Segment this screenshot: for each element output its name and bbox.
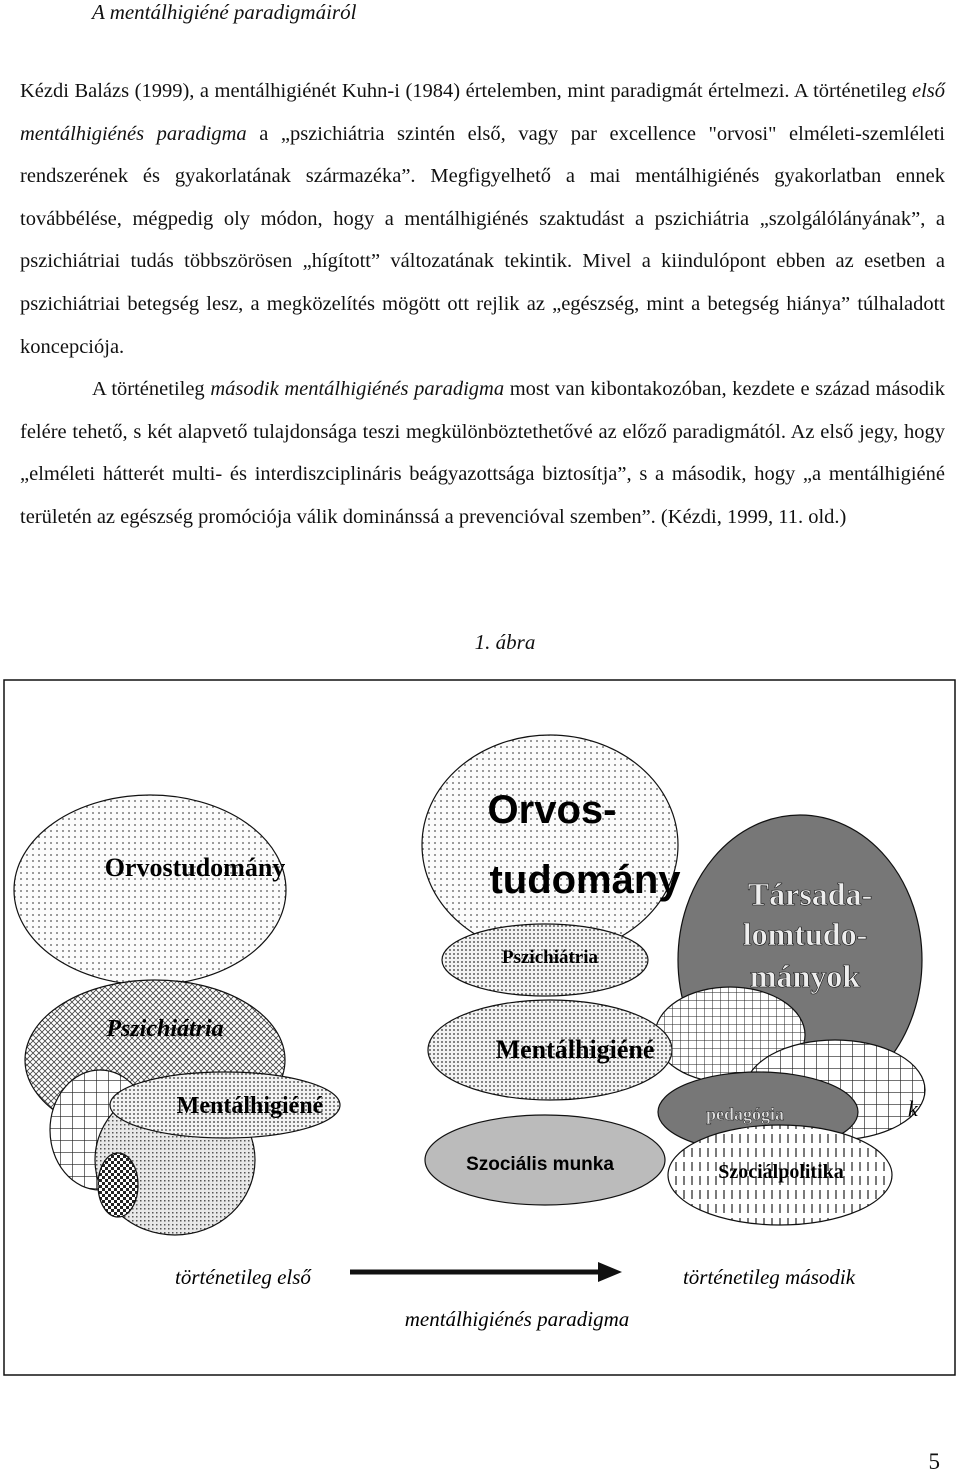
bottom-paradigm-label: mentálhigiénés paradigma — [404, 1307, 630, 1331]
body-text — [20, 70, 945, 539]
section-heading: A mentálhigiéné paradigmáiról — [92, 0, 357, 24]
right-cut-letter: k — [908, 1096, 918, 1121]
figure-caption: 1. ábra — [474, 630, 536, 654]
right-medicine-ellipse — [422, 735, 678, 955]
right-psychiatry-label: Pszichiátria — [501, 947, 599, 968]
paradigm-figure — [0, 677, 960, 1377]
left-mental-hygiene-label: Mentálhigiéné — [176, 1093, 324, 1119]
left-small-ellipse — [98, 1153, 138, 1217]
left-medicine-ellipse — [14, 795, 286, 985]
arrow-right-label: történetileg második — [682, 1265, 856, 1289]
paragraph-1: Kézdi Balázs (1999), a mentálhigiénét Kuhn-i (1984) értelemben, mint paradigmát értelmezi. A történetileg első mentálhigiénés paradigma a „pszichiátria szintén első, vagy par excellence "orvosi" elméleti-szemléleti rendszerének és gyakorlatának származéka”. Megfigyelhető a mai mentálhigiénés gyakorlatban ennek továbbélése, mégpedig oly módon, hogy a mentálhigiénés szaktudást a pszichiátria „szolgálólányának”, a pszichiátriai tudás többszörösen „hígított” változatának tekintik. Mivel a kiindulópont ebben az esetben a pszichiátriai betegség lesz, a megközelítés mögött ott rejlik az „egészség, mint a betegség hiánya” túlhaladott koncepciója. — [20, 80, 946, 358]
right-medicine-label-2: tudomány — [489, 858, 681, 902]
left-psychiatry-label: Pszichiátria — [106, 1016, 224, 1042]
paragraph-2: A történetileg második mentálhigiénés paradigma most van kibontakozóban, kezdete e század második felére tehető, s két alapvető tulajdonsága teszi megkülönböztethetővé az előző paradigmától. Az első jegy, hogy „elméleti hátterét multi- és interdiszciplináris beágyazottsága biztosítja”, s a második, hogy „a mentálhigiéné területén az egészség promóciója válik dominánssá a prevencióval szemben”. (Kézdi, 1999, 11. old.) — [20, 378, 945, 528]
right-mental-hygiene-label: Mentálhigiéné — [495, 1035, 655, 1064]
social-sciences-label-2: lomtudo- — [742, 916, 868, 952]
pedagogy-label: pedagógia — [705, 1104, 785, 1124]
social-work-label: Szociális munka — [466, 1154, 614, 1175]
social-sciences-label-1: Társada- — [747, 876, 873, 912]
page-number: 5 — [928, 1449, 940, 1474]
arrow-left-label: történetileg első — [175, 1265, 311, 1289]
left-medicine-label: Orvostudomány — [104, 853, 286, 882]
social-policy-label: Szociálpolitika — [718, 1161, 844, 1183]
right-medicine-label-1: Orvos- — [487, 788, 617, 832]
social-sciences-label-3: mányok — [749, 958, 861, 994]
